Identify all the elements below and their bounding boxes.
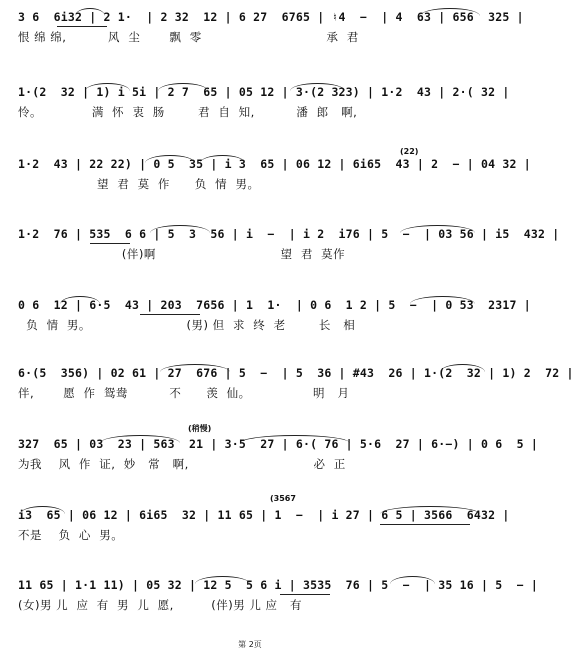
staff-system-5 [0,298,531,358]
intro-annotation: (3567 [270,494,296,503]
staff-system-1 [0,10,524,70]
lyrics-line: 负 情 男。 (男) 但 求 终 老 长 相 [18,318,356,332]
lyrics-line: 怜。 满 怀 衷 肠 君 自 知, 潘 郎 啊, [18,105,358,119]
lyrics-line: 不是 负 心 男。 [18,528,124,542]
notation-line: 327 65 | 03 23 | 563 21 | 3·5 27 | 6·( 76 | 5·6 27 | 6·−) | 0 6 5 | [18,437,539,451]
breath-mark-annotation: (22) [400,147,419,156]
staff-system-4 [0,227,560,287]
notation-line: 1·(2 32 | 1) i 5i | 2 7 65 | 05 12 | 3·(2 323) | 1·2 43 | 2·( 32 | [18,85,510,99]
lyrics-line: (女)男 儿 应 有 男 儿 愿, (伴)男 儿 应 有 [18,598,302,612]
lyrics-line: 伴, 愿 作 鸳鸯 不 羡 仙。 明 月 [18,386,350,400]
underline-mark [90,243,130,244]
staff-system-9 [0,578,539,638]
underline-mark [57,26,107,27]
notation-line: 1·2 43 | 22 22) | 0 5 35 | i 3 65 | 06 12 | 6i65 43 | 2 − | 04 32 | [18,157,531,171]
staff-system-3 [0,147,531,217]
notation-line: i3 65 | 06 12 | 6i65 32 | 11 65 | 1 − | i 27 | 6 5 | 3566 6432 | [18,508,510,522]
underline-mark [280,594,330,595]
underline-mark [380,524,470,525]
staff-system-2 [0,85,510,145]
lyrics-line: (伴)啊 望 君 莫作 [18,247,346,261]
notation-line: 0 6 12 | 6·5 43 | 203 7656 | 1 1· | 0 6 1 2 | 5 − | 0 53 2317 | [18,298,531,312]
notation-line: 3 6 6i32 | 2 1· | 2 32 12 | 6 27 6765 | ♮4 − | 4 63 | 656 325 | [18,10,524,24]
lyrics-line: 恨 绵 绵, 风 尘 飘 零 承 君 [18,30,359,44]
notation-line: 11 65 | 1·1 11) | 05 32 | 12 5 5 6 i | 3535 76 | 5 − | 35 16 | 5 − | [18,578,539,592]
lyrics-line: 望 君 莫 作 负 情 男。 [18,177,260,191]
staff-system-8 [0,494,510,568]
notation-line: 6·(5 356) | 02 61 | 27 676 | 5 − | 5 36 | #43 26 | 1·(2 32 | 1) 2 72 | [18,366,574,380]
staff-system-6 [0,366,574,426]
page-number: 第 2页 [238,640,262,649]
staff-system-7 [0,424,539,497]
notation-line: 1·2 76 | 535 6 6 | 5 3 56 | i − | i 2 i76 | 5 − | 03 56 | i5 432 | [18,227,560,241]
underline-mark [140,314,200,315]
lyrics-line: 为我 风 作 证, 妙 常 啊, 必 正 [18,457,346,471]
tempo-annotation: (稍慢) [188,424,212,433]
